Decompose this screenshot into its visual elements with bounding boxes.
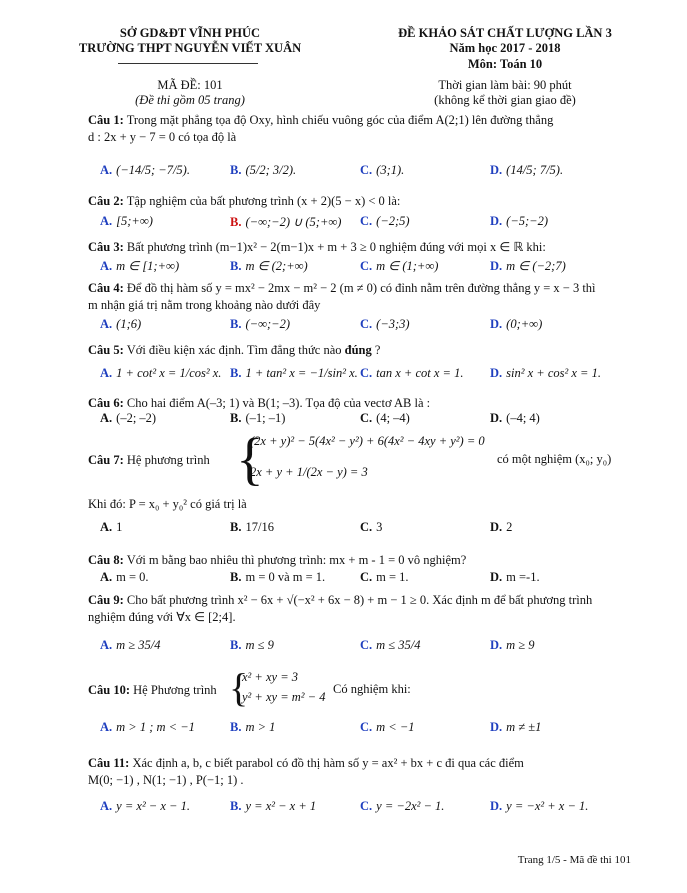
options-q1: A. (−14/5; −7/5). B. (5/2; 3/2). C. (3;1). D. (14/5; 7/5).: [100, 163, 564, 177]
options-q2: A. [5;+∞) B. (−∞;−2) ∪ (5;+∞) C. (−2;5) D. (−5;−2): [100, 214, 549, 229]
option-b[interactable]: B.: [230, 799, 242, 813]
dept-name: SỞ GD&ĐT VĨNH PHÚC: [119, 26, 261, 40]
option-d[interactable]: D.: [490, 214, 503, 228]
question-1: Câu 1: Trong mặt phẳng tọa độ Oxy, hình chiếu vuông góc của điểm A(2;1) lên đường thẳng d : 2x + y − 7 = 0 có tọa độ là: [88, 113, 554, 144]
option-c[interactable]: C.: [360, 570, 373, 584]
question-11: Câu 11: Xác định a, b, c biết parabol có đồ thị hàm số y = ax² + bx + c đi qua các điểm M(0; −1) , N(1; −1) , P(−1; 1) .: [88, 756, 524, 787]
options-q11: A. y = x² − x − 1. B. y = x² − x + 1 C. y = −2x² − 1. D. y = −x² + x − 1.: [100, 799, 589, 813]
options-q4: A. (1;6) B. (−∞;−2) C. (−3;3) D. (0;+∞): [100, 317, 543, 331]
option-c[interactable]: C.: [360, 259, 373, 273]
option-c[interactable]: C.: [360, 638, 373, 652]
options-q10: A. m > 1 ; m < −1 B. m > 1 C. m < −1 D. m ≠ ±1: [100, 720, 542, 734]
option-d[interactable]: D.: [490, 317, 503, 331]
options-q5: A. 1 + cot² x = 1/cos² x. B. 1 + tan² x = −1/sin² x. C. tan x + cot x = 1. D. sin² x + cos² x = 1.: [100, 366, 601, 380]
question-2: Câu 2: Tập nghiệm của bất phương trình (x + 2)(5 − x) < 0 là:: [88, 194, 401, 208]
question-8: Câu 8: Với m bằng bao nhiêu thì phương trình: mx + m - 1 = 0 vô nghiệm?: [88, 553, 467, 567]
option-b[interactable]: B.: [230, 366, 242, 380]
option-d[interactable]: D.: [490, 163, 503, 177]
system-brace-q7: {: [236, 426, 264, 491]
time-note: (không kể thời gian giao đề): [434, 93, 576, 107]
option-d[interactable]: D.: [490, 799, 503, 813]
school-year: Năm học 2017 - 2018: [449, 41, 561, 55]
option-a[interactable]: A.: [100, 570, 113, 584]
option-a[interactable]: A.: [100, 163, 113, 177]
option-c[interactable]: C.: [360, 799, 373, 813]
question-5: Câu 5: Với điều kiện xác định. Tìm đẳng thức nào đúng ?: [88, 343, 381, 357]
option-d[interactable]: D.: [490, 720, 503, 734]
option-d[interactable]: D.: [490, 520, 503, 534]
question-9: Câu 9: Cho bất phương trình x² − 6x + √(−x² + 6x − 8) + m − 1 ≥ 0. Xác định m để bất phương trình nghiệm đúng với ∀x ∈ [2;4].: [88, 593, 593, 624]
question-7-line2: Khi đó: P = x₀ + y₀² có giá trị là: [88, 497, 247, 511]
options-q8: A. m = 0. B. m = 0 và m = 1. C. m = 1. D. m =-1.: [100, 570, 540, 584]
option-c[interactable]: C.: [360, 163, 373, 177]
exam-code: MÃ ĐỀ: 101: [157, 78, 223, 92]
option-a[interactable]: A.: [100, 411, 113, 425]
option-b[interactable]: B.: [230, 570, 242, 584]
option-d[interactable]: D.: [490, 638, 503, 652]
option-b[interactable]: B.: [230, 520, 242, 534]
option-b[interactable]: B.: [230, 411, 242, 425]
option-a[interactable]: A.: [100, 366, 113, 380]
option-d[interactable]: D.: [490, 259, 503, 273]
option-c[interactable]: C.: [360, 366, 373, 380]
option-b[interactable]: B.: [230, 317, 242, 331]
option-a[interactable]: A.: [100, 317, 113, 331]
option-b[interactable]: B.: [230, 259, 242, 273]
equation-1-q10: x² + xy = 3: [242, 670, 299, 684]
question-6: Câu 6: Cho hai điểm A(–3; 1) và B(1; –3). Tọa độ của vectơ AB là :: [88, 396, 431, 410]
option-d[interactable]: D.: [490, 366, 503, 380]
option-b[interactable]: B.: [230, 163, 242, 177]
question-3: Câu 3: Bất phương trình (m−1)x² − 2(m−1)x + m + 3 ≥ 0 nghiệm đúng với mọi x ∈ ℝ khi:: [88, 240, 546, 254]
option-a[interactable]: A.: [100, 720, 113, 734]
option-a[interactable]: A.: [100, 799, 113, 813]
equation-2-q10: y² + xy = m² − 4: [242, 690, 326, 704]
options-q7: A. 1 B. 17/16 C. 3 D. 2: [100, 520, 513, 534]
question-10: Câu 10: Hệ Phương trình: [88, 683, 217, 697]
option-a[interactable]: A.: [100, 520, 113, 534]
option-d[interactable]: D.: [490, 570, 503, 584]
school-name: TRƯỜNG THPT NGUYỄN VIẾT XUÂN: [78, 41, 302, 55]
option-c[interactable]: C.: [360, 520, 373, 534]
question-7: Câu 7: Hệ phương trình: [88, 453, 210, 467]
page-footer: Trang 1/5 - Mã đề thi 101: [517, 854, 631, 866]
option-b[interactable]: B.: [230, 720, 242, 734]
option-c[interactable]: C.: [360, 720, 373, 734]
option-c[interactable]: C.: [360, 411, 373, 425]
equation-2-q7: 2x + y + 1/(2x − y) = 3: [250, 465, 368, 479]
pages-note: (Đề thi gồm 05 trang): [135, 93, 245, 107]
subject: Môn: Toán 10: [467, 57, 543, 71]
option-a[interactable]: A.: [100, 259, 113, 273]
system-brace-q10: {: [229, 665, 249, 710]
equation-1-q7: (2x + y)² − 5(4x² − y²) + 6(4x² − 4xy + y²) = 0: [250, 434, 485, 448]
question-4: Câu 4: Để đồ thị hàm số y = mx² − 2mx − m² − 2 (m ≠ 0) có đỉnh nằm trên đường thẳng y = x − 3 thì m nhận giá trị nằm trong khoảng nào dưới đây: [88, 281, 596, 312]
option-a[interactable]: A.: [100, 214, 113, 228]
q10-tail: Có nghiệm khi:: [333, 682, 411, 696]
time-limit: Thời gian làm bài: 90 phút: [438, 78, 572, 92]
options-q6: A. (–2; –2) B. (–1; –1) C. (4; –4) D. (–4; 4): [100, 411, 540, 425]
q7-tail: có một nghiệm (x₀; y₀): [497, 452, 612, 466]
exam-title: ĐỀ KHẢO SÁT CHẤT LƯỢNG LẦN 3: [398, 26, 612, 40]
option-b[interactable]: B.: [230, 215, 242, 229]
header-underline: [118, 63, 258, 64]
option-b[interactable]: B.: [230, 638, 242, 652]
options-q9: A. m ≥ 35/4 B. m ≤ 9 C. m ≤ 35/4 D. m ≥ 9: [100, 638, 535, 652]
option-c[interactable]: C.: [360, 317, 373, 331]
option-a[interactable]: A.: [100, 638, 113, 652]
option-c[interactable]: C.: [360, 214, 373, 228]
option-d[interactable]: D.: [490, 411, 503, 425]
options-q3: A. m ∈ [1;+∞) B. m ∈ (2;+∞) C. m ∈ (1;+∞) D. m ∈ (−2;7): [100, 259, 566, 273]
